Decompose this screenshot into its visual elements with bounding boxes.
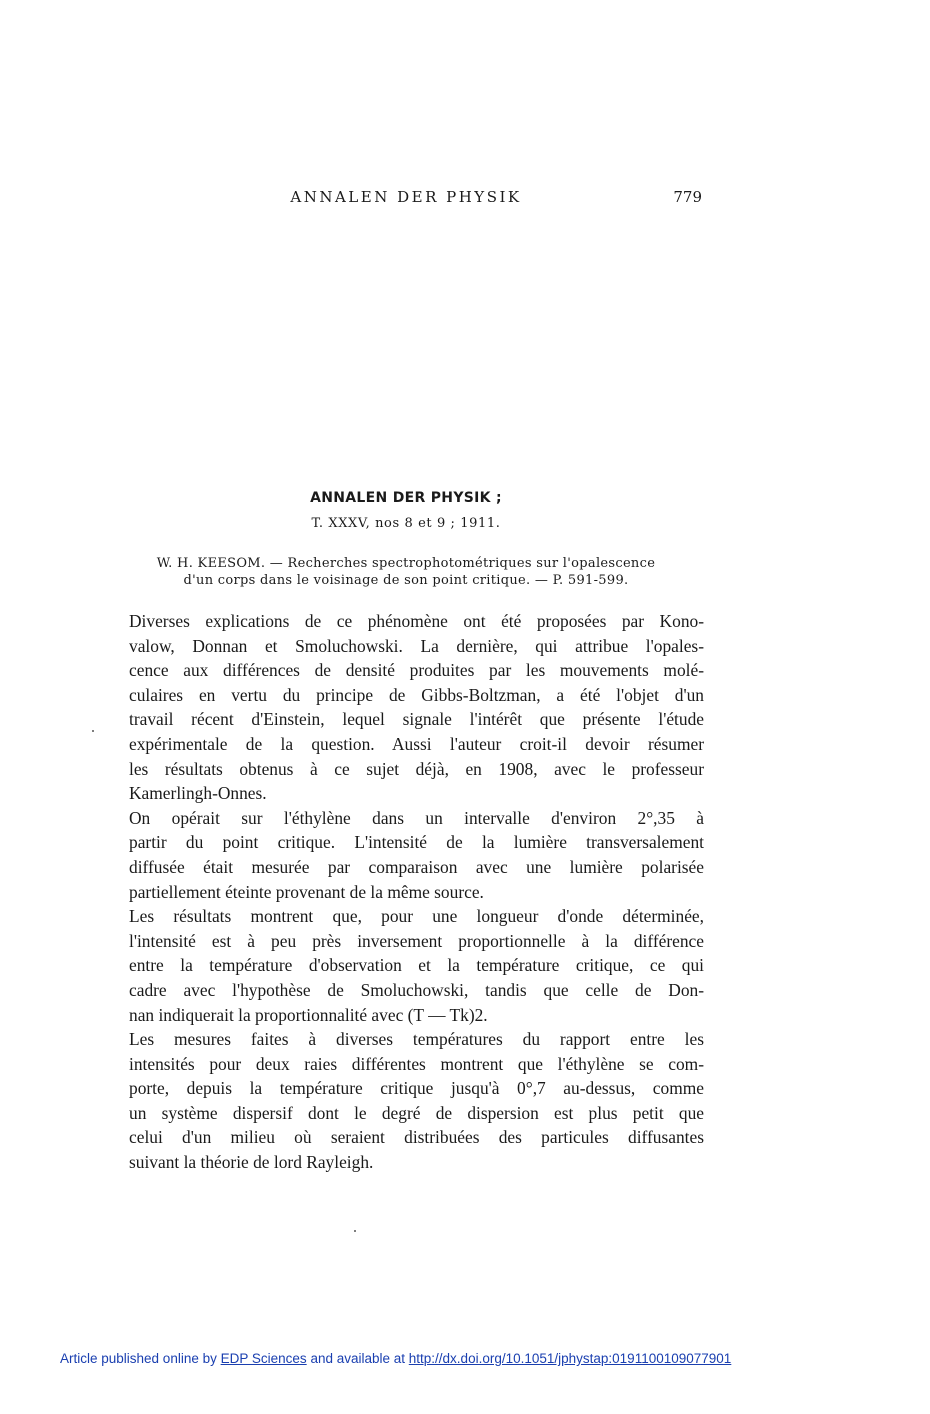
text-line: cadre avec l'hypothèse de Smoluchowski, tandis que celle de Don- — [129, 979, 704, 1000]
text-line: partiellement éteinte provenant de la même source. — [129, 881, 484, 902]
page-number: 779 — [673, 188, 702, 206]
footer-middle: and available at — [310, 1351, 406, 1366]
text-line: partir du point critique. L'intensité de la lumière transversalement — [129, 832, 704, 853]
text-line: Diverses explications de ce phénomène ont été proposées par Kono- — [129, 611, 704, 631]
abstract-body — [109, 609, 704, 1175]
text-line: les résultats obtenus à ce sujet déjà, en 1908, avec le professeur — [129, 758, 704, 779]
article-reference — [110, 555, 702, 589]
doi-link[interactable]: http://dx.doi.org/10.1051/jphystap:0191100109077901 — [408, 1351, 732, 1366]
text-line: un système dispersif dont le degré de dispersion est plus petit que — [129, 1102, 704, 1123]
volume-line: T. XXXV, nos 8 et 9 ; 1911. — [311, 516, 501, 531]
text-line: intensités pour deux raies différentes montrent que l'éthylène se com- — [129, 1053, 704, 1074]
reference-line-1: W. H. KEESOM. — Recherches spectrophotométriques sur l'opalescence — [156, 556, 656, 571]
text-line: expérimentale de la question. Aussi l'auteur croit-il devoir résumer — [129, 733, 704, 754]
scan-speck — [354, 1230, 356, 1232]
text-line: Les résultats montrent que, pour une longueur d'onde déterminée, — [129, 906, 704, 927]
publisher-link[interactable]: EDP Sciences — [220, 1351, 307, 1366]
paragraph-1 — [109, 609, 704, 806]
text-line: porte, depuis la température critique jusqu'à 0°,7 au-dessus, comme — [129, 1078, 704, 1099]
text-line: travail récent d'Einstein, lequel signale l'intérêt que présente l'étude — [129, 709, 704, 730]
running-title: ANNALEN DER PHYSIK — [290, 188, 522, 206]
text-line: nan indiquerait la proportionnalité avec (T — Tk)2. — [129, 1004, 488, 1025]
text-line: diffusée était mesurée par comparaison avec une lumière polarisée — [129, 856, 704, 877]
text-line: cence aux différences de densité produites par les mouvements molé- — [129, 660, 704, 681]
text-line: entre la température d'observation et la température critique, ce qui — [129, 955, 704, 976]
paragraph-2 — [109, 806, 704, 904]
text-line: Les mesures faites à diverses températures du rapport entre les — [129, 1029, 704, 1050]
text-line: celui d'un milieu où seraient distribuées des particules diffusantes — [129, 1127, 704, 1148]
paragraph-3 — [109, 904, 704, 1027]
text-line: On opérait sur l'éthylène dans un intervalle d'environ 2°,35 à — [129, 807, 704, 828]
text-line: suivant la théorie de lord Rayleigh. — [129, 1152, 374, 1173]
paragraph-4 — [109, 1027, 704, 1175]
reference-line-2: d'un corps dans le voisinage de son point critique. — P. 591-599. — [183, 573, 629, 588]
scan-speck — [92, 730, 94, 732]
text-line: l'intensité est à peu près inversement proportionnelle à la différence — [129, 930, 704, 951]
publication-footer — [60, 1351, 731, 1366]
text-line: valow, Donnan et Smoluchowski. La dernière, qui attribue l'opales- — [129, 635, 704, 656]
footer-prefix: Article published online by — [60, 1351, 217, 1366]
journal-heading: ANNALEN DER PHYSIK ; — [310, 490, 502, 506]
running-head — [110, 188, 702, 208]
text-line: culaires en vertu du principe de Gibbs-Boltzman, a été l'objet d'un — [129, 684, 704, 705]
text-line: Kamerlingh-Onnes. — [129, 783, 267, 804]
